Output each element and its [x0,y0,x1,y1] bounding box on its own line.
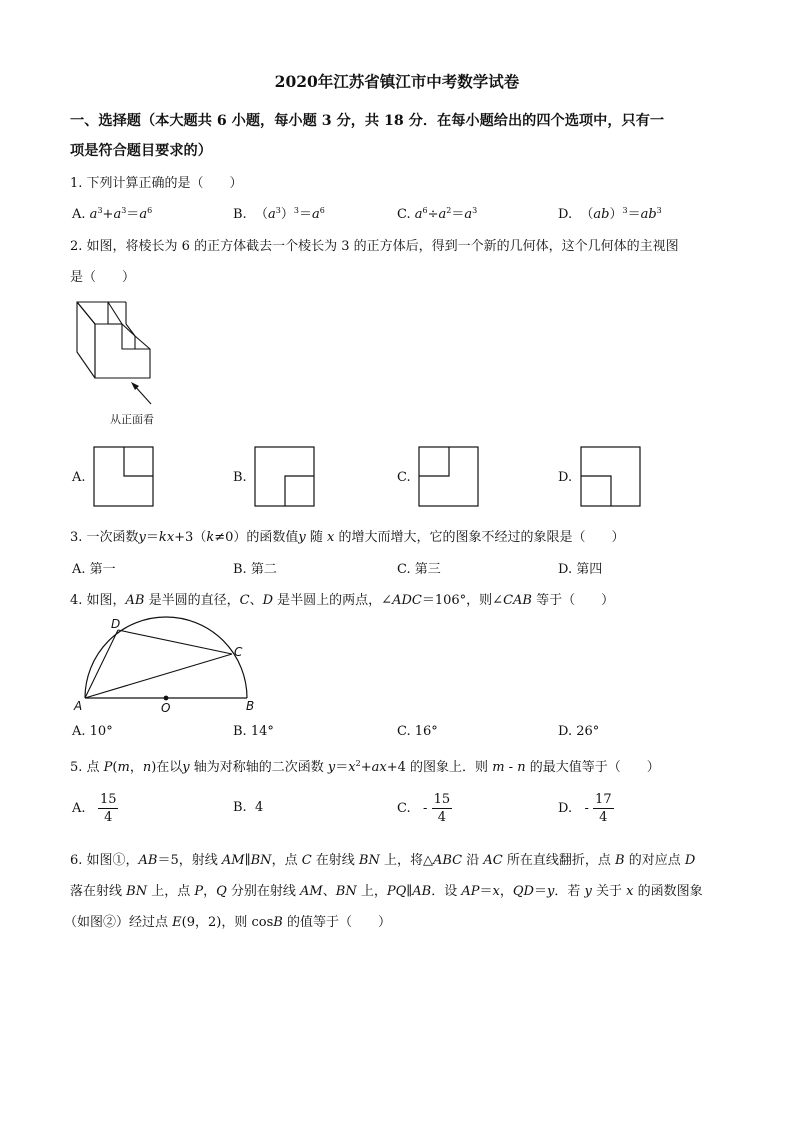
q3-stem: 3. 一次函数y＝kx+3（k≠0）的函数值y 随 x 的增大而增大，它的图象不经过的象限是（ ） [70,530,625,545]
q2-stem-line1: 2. 如图，将棱长为 6 的正方体截去一个棱长为 3 的正方体后，得到一个新的几何体，这个几何体的主视图 [70,239,679,254]
q2-option-d-figure [580,446,642,508]
page-title: 2020年江苏省镇江市中考数学试卷 [274,72,520,91]
q5-option-a: A. $\frac{15}{4}$ [72,792,117,825]
solid-front-face [95,324,150,378]
label-c: C [234,645,243,659]
q1-option-c: C. $a^6\div a^2=a^3$ [397,206,478,222]
q4-option-c: C. 16° [397,724,438,739]
q5-a-fraction: $\frac{15}{4}$ [99,792,117,825]
q5-option-b: B. 4 [233,800,264,815]
section-header-line2: 项是符合题目要求的） [70,143,212,159]
q6-stem-line3: （如图②）经过点 E(9，2)，则 cosB 的值等于（ ） [64,915,391,930]
q2-option-c-label: C. [397,470,411,485]
center-point-o [164,696,169,701]
q2-option-d-label: D. [558,470,573,485]
q1-option-a: A. $a^3+a^3=a^6$ [72,206,153,222]
view-caption: 从正面看 [110,413,154,426]
q4-semicircle-figure [70,612,270,716]
q2-solid-figure [70,296,170,428]
q5-d-fraction: $\frac{17}{4}$ [595,792,612,825]
q5-c-fraction: $\frac{15}{4}$ [433,792,451,825]
q2-option-a-label: A. [72,470,86,485]
solid-top-face [77,302,122,324]
q2-option-b-figure [254,446,316,508]
q3-option-d: D. 第四 [558,562,603,577]
q5-option-c: C. - $\frac{15}{4}$ [397,792,451,825]
q2-option-c-figure [418,446,480,508]
q2-option-a-figure [93,446,155,508]
q2-stem-line2: 是（ ） [70,270,136,285]
q5-option-d: D. - $\frac{17}{4}$ [558,792,612,825]
label-b: B [246,699,255,713]
label-a: A [74,699,83,713]
semicircle-arc [85,617,247,698]
q6-stem-line1: 6. 如图①，AB＝5，射线 AM∥BN，点 C 在射线 BN 上，将△ABC 沿 AC 所在直线翻折，点 B 的对应点 D [70,853,696,868]
q1-option-b: B. $(a^3)^3=a^6$ [233,206,325,222]
label-d: D [111,617,121,631]
q4-option-b: B. 14° [233,724,274,739]
q5-stem: 5. 点 P(m，n)在以y 轴为对称轴的二次函数 $y=x^2+ax+4$ 的图象上．则 m - n 的最大值等于（ ） [70,759,660,775]
q3-option-a: A. 第一 [72,562,116,577]
q3-option-c: C. 第三 [397,562,441,577]
chord-ac [85,654,232,698]
q4-stem: 4. 如图，AB 是半圆的直径，C、D 是半圆上的两点，∠ADC＝106°，则∠CAB 等于（ ） [70,593,615,608]
q4-option-d: D. 26° [558,724,600,739]
q4-option-a: A. 10° [72,724,113,739]
q3-option-b: B. 第二 [233,562,277,577]
q6-stem-line2: 落在射线 BN 上，点 P，Q 分别在射线 AM、BN 上，PQ∥AB．设 AP＝x，QD＝y．若 y 关于 x 的函数图象 [70,884,703,899]
q1-stem: 1. 下列计算正确的是（ ） [70,176,243,191]
q1-option-d: D. $(ab)^3=ab^3$ [558,206,662,222]
label-o: O [161,701,171,715]
chord-ad [85,630,118,698]
section-header-line1: 一、选择题（本大题共 6 小题，每小题 3 分，共 18 分．在每小题给出的四个选项中，只有一 [70,113,665,129]
q2-option-b-label: B. [233,470,247,485]
